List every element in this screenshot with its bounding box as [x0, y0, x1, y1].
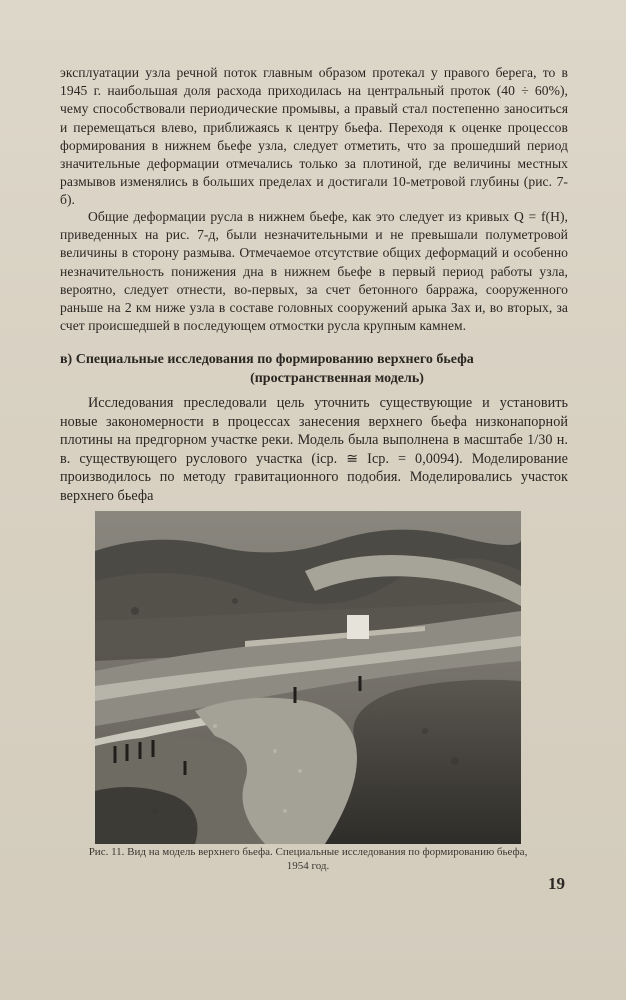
figure-caption: Рис. 11. Вид на модель верхнего бьефа. Специальные исследования по формированию бьефа, 1954 год.	[88, 846, 528, 872]
photo-illustration	[95, 511, 521, 844]
body-paragraph: Исследования преследовали цель уточнить существующие и установить новые закономерности в процессах занесения верхнего бьефа низконапорной плотины на предгорном участке реки. Модель была выполнена в масштабе 1/30 н. в. существующего руслового участка (iср. ≅ Iср. = 0,0094). Моделирование производилось по методу гравитационного подобия. Моделировались участок верхнего бьефа	[60, 395, 568, 504]
body-paragraph: Общие деформации русла в нижнем бьефе, как это следует из кривых Q = f(H), приведенных на рис. 7-д, были незначительными и не превышали полуметровой величины в сторону размыва. Отмечаемое отсутствие общих деформаций и особенно незначительность понижения дна в нижнем бьефе в первый период работы узла, вероятно, следует отнести, во-первых, за счет бетонного барража, сооруженного раньше на 2 км ниже узла в составе головных сооружений арыка Зах и, во вторых, за счет происшедшей в последующем отмостки русла крупным камнем.	[60, 209, 568, 334]
paragraph-continuation	[60, 64, 568, 210]
page-number: 19	[548, 874, 565, 893]
paragraph-deformations	[60, 208, 568, 335]
section-heading-line2: (пространственная модель)	[250, 370, 424, 386]
paragraph-research	[60, 394, 568, 505]
section-heading-line1: в) Специальные исследования по формированию верхнего бьефа	[60, 352, 474, 367]
body-paragraph: эксплуатации узла речной поток главным образом протекал у правого берега, то в 1945 г. наибольшая доля расхода приходилась на центральный проток (40 ÷ 60%), чему способствовали периодические промывы, а правый стал постепенно заноситься и перемещаться влево, приближаясь к центру бьефа. Переходя к оценке процессов формирования в нижнем бьефе узла, следует отметить, что за прошедший период значительные деформации отмечались только за плотиной, где величины местных размывов изменялись в больших пределах и достигали 10-метровой глубины (рис. 7-б).	[60, 65, 568, 208]
model-photograph	[95, 511, 521, 844]
section-heading	[60, 351, 568, 388]
